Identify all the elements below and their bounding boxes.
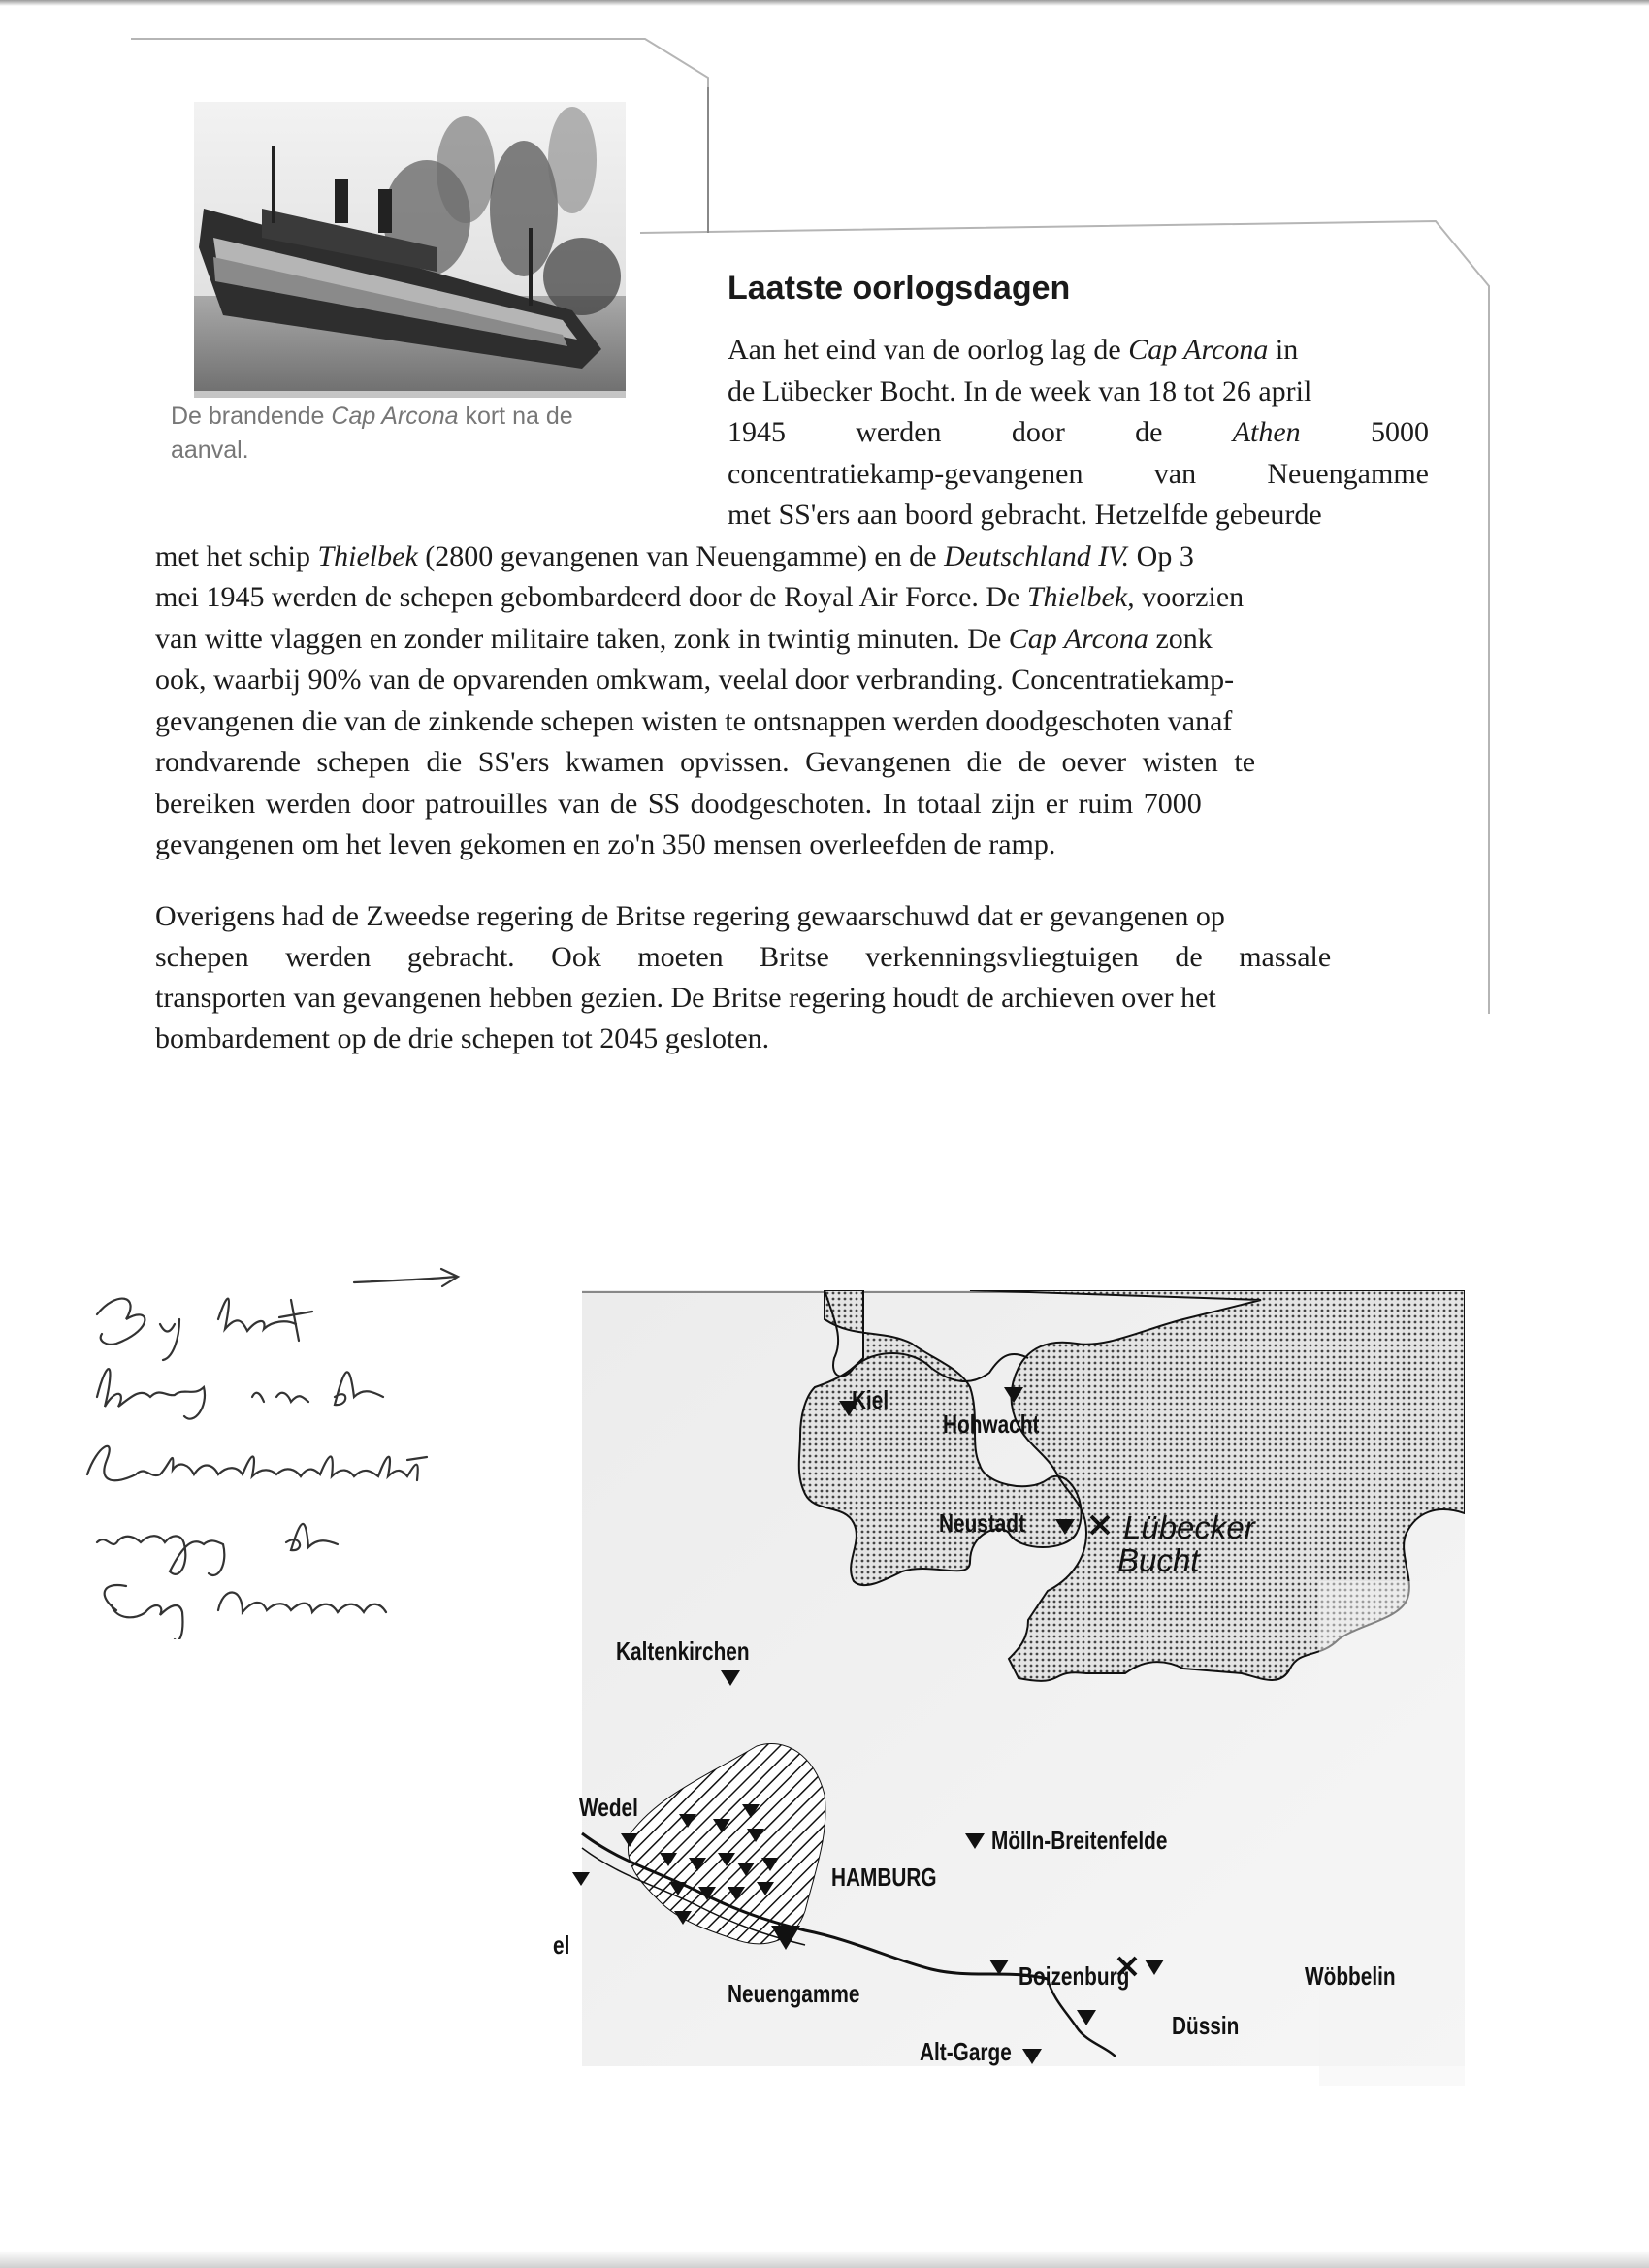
article-line-3 bbox=[728, 412, 1429, 453]
caption-text: De brandende bbox=[171, 403, 332, 430]
text-run: in bbox=[1268, 334, 1299, 366]
text-run: de bbox=[1135, 416, 1163, 448]
text-run: Aan het eind van de oorlog lag de bbox=[728, 334, 1129, 366]
map-label-neustadt: Neustadt bbox=[939, 1508, 1025, 1538]
text-run: Neuengamme bbox=[1267, 458, 1429, 490]
article-line-15: schepen werden gebracht. Ook moeten Britse verkenningsvliegtuigen de massale bbox=[155, 941, 1332, 973]
caption-line-2: aanval. bbox=[171, 437, 249, 464]
scan-bottom-edge bbox=[0, 2251, 1649, 2268]
article-line-11 bbox=[155, 742, 1429, 783]
map-label-wedel: Wedel bbox=[579, 1793, 638, 1822]
article-line-17: bombardement op de drie schepen tot 2045 gesloten. bbox=[155, 1022, 770, 1054]
map-label-boizenburg: Boizenburg bbox=[1018, 1961, 1130, 1991]
text-run: van bbox=[1153, 458, 1197, 490]
article-line-7 bbox=[155, 577, 1429, 618]
text-run: rondvarende schepen die SS'ers kwamen opvissen. Gevangenen die de oever wisten te bbox=[155, 746, 1256, 778]
ship-photo bbox=[194, 102, 626, 398]
ship-name: Athen bbox=[1232, 416, 1301, 448]
article-line-8 bbox=[155, 619, 1429, 660]
map-label-bucht: Bucht bbox=[1117, 1542, 1200, 1578]
map-label-lubecker: Lübecker bbox=[1123, 1509, 1255, 1545]
map-label-hohwacht: Hohwacht bbox=[943, 1409, 1040, 1439]
article-line-4 bbox=[728, 454, 1429, 495]
article-line-14: Overigens had de Zweedse regering de Britse regering gewaarschuwd dat er gevangenen op bbox=[155, 900, 1225, 932]
map-label-hamburg: HAMBURG bbox=[831, 1863, 937, 1892]
article-line-6 bbox=[155, 536, 1429, 577]
text-run: (2800 gevangenen van Neuengamme) en de bbox=[417, 540, 945, 572]
map-label-alt-garge: Alt-Garge bbox=[920, 2037, 1012, 2066]
text-run: door bbox=[1011, 416, 1065, 448]
text-run: voorzien bbox=[1134, 581, 1245, 613]
ship-name: Deutschland IV. bbox=[944, 540, 1130, 572]
ship-name: Thielbek, bbox=[1026, 581, 1135, 613]
map-label-wobbelin: Wöbbelin bbox=[1305, 1961, 1396, 1991]
map-label-neuengamme: Neuengamme bbox=[728, 1979, 860, 2008]
map-label-kiel: Kiel bbox=[852, 1385, 889, 1414]
text-run: van witte vlaggen en zonder militaire taken, zonk in twintig minuten. De bbox=[155, 623, 1009, 655]
article-line-5: met SS'ers aan boord gebracht. Hetzelfde gebeurde bbox=[728, 499, 1322, 531]
text-run: Op 3 bbox=[1129, 540, 1194, 572]
ship-name: Thielbek bbox=[317, 540, 418, 572]
handwritten-note bbox=[58, 1251, 601, 1639]
photo-caption bbox=[171, 400, 627, 468]
text-run: 1945 bbox=[728, 416, 786, 448]
text-run: met het schip bbox=[155, 540, 318, 572]
caption-ship-name: Cap Arcona bbox=[331, 403, 459, 430]
article-line-9: ook, waarbij 90% van de opvarenden omkwam, veelal door verbranding. Concentratiekamp- bbox=[155, 664, 1235, 696]
caption-text-end: kort na de bbox=[458, 403, 573, 430]
article-line-12: bereiken werden door patrouilles van de SS doodgeschoten. In totaal zijn er ruim 7000 bbox=[155, 788, 1202, 820]
article-line-10: gevangenen die van de zinkende schepen wisten te ontsnappen werden doodgeschoten vanaf bbox=[155, 705, 1233, 737]
article-heading: Laatste oorlogsdagen bbox=[728, 270, 1071, 307]
article-line-2: de Lübecker Bocht. In de week van 18 tot 26 april bbox=[728, 375, 1312, 407]
map-label-kaltenkirchen: Kaltenkirchen bbox=[616, 1636, 750, 1666]
article-line-1 bbox=[728, 330, 1429, 371]
ship-name: Cap Arcona bbox=[1128, 334, 1269, 366]
article-line-16: transporten van gevangenen hebben gezien. De Britse regering houdt de archieven over het bbox=[155, 982, 1216, 1014]
article-line-13: gevangenen om het leven gekomen en zo'n 350 mensen overleefden de ramp. bbox=[155, 828, 1056, 860]
text-run: mei 1945 werden de schepen gebombardeerd door de Royal Air Force. De bbox=[155, 581, 1027, 613]
map-label-molln: Mölln-Breitenfelde bbox=[991, 1826, 1168, 1855]
map-label-edge-fragment: el bbox=[553, 1930, 570, 1960]
text-run: zonk bbox=[1148, 623, 1212, 655]
text-run: concentratiekamp-gevangenen bbox=[728, 458, 1083, 490]
text-run: werden bbox=[856, 416, 942, 448]
text-run: 5000 bbox=[1370, 416, 1429, 448]
map-label-dussin: Düssin bbox=[1172, 2011, 1240, 2040]
ship-name: Cap Arcona bbox=[1008, 623, 1148, 655]
